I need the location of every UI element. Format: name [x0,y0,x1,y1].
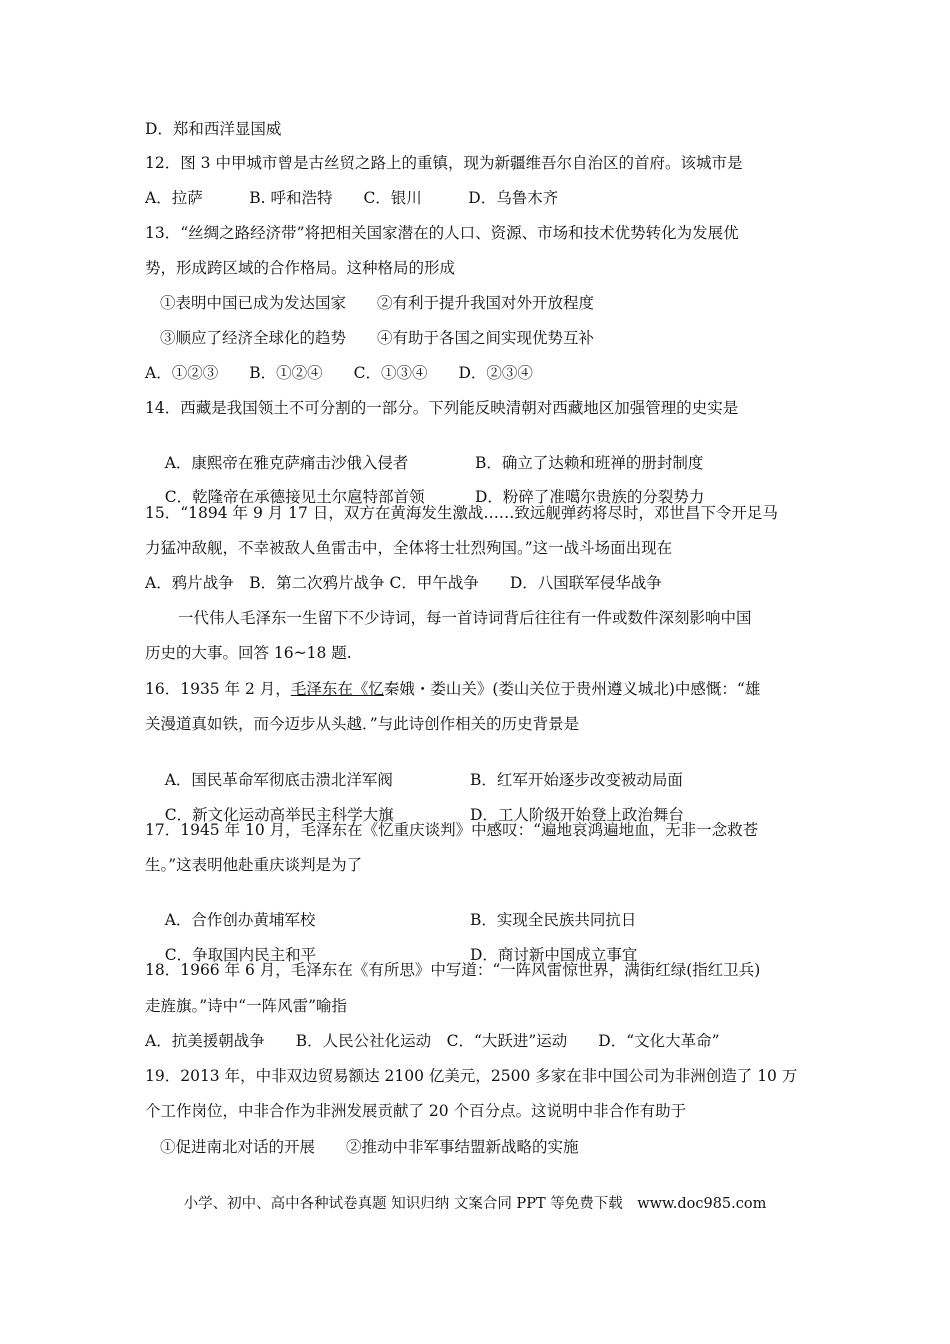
question-16-line2: 关漫道真如铁，而今迈步从头越．”与此诗创作相关的历史背景是 [145,715,580,733]
page-footer: 小学、初中、高中各种试卷真题 知识归纳 文案合同 PPT 等免费下载 www.doc985.com [183,1196,767,1212]
question-13-line1: 13．“丝绸之路经济带”将把相关国家潜在的人口、资源、市场和技术优势转化为发展优 [145,224,739,242]
question-14-option-b: B．确立了达赖和班禅的册封制度 [475,454,704,472]
question-15-options: A．鸦片战争 B．第二次鸦片战争 C．甲午战争 D．八国联军侵华战争 [145,574,662,592]
question-15-line2: 力猛冲敌舰，不幸被敌人鱼雷击中，全体将士壮烈殉国。”这一战斗场面出现在 [145,539,673,557]
question-13-line2: 势，形成跨区域的合作格局。这种格局的形成 [145,259,456,277]
question-18-options: A．抗美援朝战争 B．人民公社化运动 C．“大跃进”运动 D．“文化大革命” [145,1032,720,1050]
question-15-line1: 15．“1894 年 9 月 17 日，双方在黄海发生激战……致远舰弹药将尽时，邓世昌下令开足马 [145,504,778,522]
question-13-options: A．①②③ B．①②④ C．①③④ D．②③④ [145,364,533,382]
question-18-line1: 18．1966 年 6 月，毛泽东在《有所思》中写道：“一阵风雷惊世界，满街红绿(指红卫兵) [145,961,761,979]
intro-paragraph-line1: 一代伟人毛泽东一生留下不少诗词，每一首诗词背后往往有一件或数件深刻影响中国 [178,609,752,627]
question-12-options: A．拉萨 B. 呼和浩特 C．银川 D．乌鲁木齐 [145,189,559,207]
question-19-line2: 个工作岗位，中非合作为非洲发展贡献了 20 个百分点。这说明中非合作有助于 [145,1102,687,1120]
question-16-option-c: C．新文化运动高举民主科学大旗 [164,806,394,824]
question-17-line1: 17．1945 年 10 月，毛泽东在《忆重庆谈判》中感叹：“遍地哀鸿遍地血，无非一念救苍 [145,821,759,839]
question-19-line1: 19．2013 年，中非双边贸易额达 2100 亿美元，2500 多家在非中国公司为非洲创造了 10 万 [145,1067,798,1085]
question-16-underlined: 毛泽东在《忆 [290,680,384,698]
question-16-option-a: A．国民革命军彻底击溃北洋军阀 [164,771,393,789]
question-18-line2: 走旌旗。”诗中“一阵风雷”喻指 [145,997,348,1015]
question-13-statements-2: ③顺应了经济全球化的趋势 ④有助于各国之间实现优势互补 [160,329,595,347]
question-16-date: 16．1935 年 2 月， [145,680,291,698]
question-14-option-a: A．康熙帝在雅克萨痛击沙俄入侵者 [164,454,409,472]
question-13-statements-1: ①表明中国已成为发达国家 ②有利于提升我国对外开放程度 [160,294,595,312]
question-17-option-a: A．合作创办黄埔军校 [164,911,316,929]
question-17-line2: 生。”这表明他赴重庆谈判是为了 [145,856,363,874]
intro-paragraph-line2: 历史的大事。回答 16~18 题. [145,644,352,662]
question-17-option-d: D．商讨新中国成立事宜 [470,946,638,964]
question-16-option-d: D．工人阶级开始登上政治舞台 [470,806,684,824]
question-16-rest: 秦娥・娄山关》(娄山关位于贵州遵义城北)中感慨：“雄 [383,680,761,698]
option-d-q11: D．郑和西洋显国威 [145,120,282,138]
question-16-option-b: B．红军开始逐步改变被动局面 [470,771,683,789]
question-16-line1 [145,679,760,699]
question-19-statements-1: ①促进南北对话的开展 ②推动中非军事结盟新战略的实施 [160,1138,579,1156]
question-14-option-c: C．乾隆帝在承德接见土尔扈特部首领 [164,488,425,506]
question-14: 14．西藏是我国领土不可分割的一部分。下列能反映清朝对西藏地区加强管理的史实是 [145,399,739,417]
question-12: 12．图 3 中甲城市曾是古丝贸之路上的重镇，现为新疆维吾尔自治区的首府。该城市是 [145,154,743,172]
question-14-option-d: D．粉碎了准噶尔贵族的分裂势力 [475,488,705,506]
question-17-option-b: B．实现全民族共同抗日 [470,911,637,929]
question-17-option-c: C．争取国内民主和平 [164,946,317,964]
